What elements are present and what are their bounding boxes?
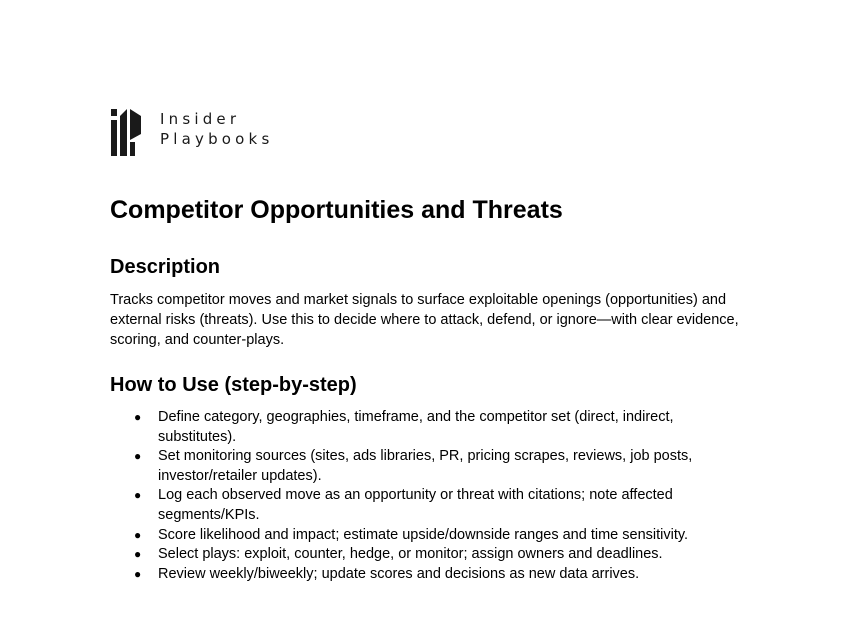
bullet-icon: ● [134, 547, 142, 562]
step-text: Define category, geographies, timeframe, and the competitor set (direct, indirect, substitutes). [158, 409, 674, 445]
page-title: Competitor Opportunities and Threats [110, 196, 563, 224]
bullet-icon: ● [134, 449, 142, 464]
bullet-icon: ● [134, 566, 142, 581]
step-text: Log each observed move as an opportunity or threat with citations; note affected segments/KPIs. [158, 487, 673, 523]
steps-list [110, 408, 750, 584]
list-item [110, 486, 718, 525]
brand-line-2: Playbooks [160, 130, 274, 148]
step-text: Set monitoring sources (sites, ads libraries, PR, pricing scrapes, reviews, job posts, investor/retailer updates). [158, 448, 693, 484]
list-item [110, 447, 718, 486]
description-heading: Description [110, 256, 221, 278]
step-text: Score likelihood and impact; estimate upside/downside ranges and time sensitivity. [158, 526, 689, 543]
list-item [110, 565, 718, 585]
bullet-icon: ● [134, 488, 142, 503]
brand-line-1: Insider [160, 110, 241, 128]
step-text: Review weekly/biweekly; update scores and decisions as new data arrives. [158, 565, 640, 582]
step-text: Select plays: exploit, counter, hedge, or monitor; assign owners and deadlines. [158, 546, 663, 563]
insider-playbooks-logo-icon [110, 106, 146, 158]
brand-name [160, 109, 273, 149]
list-item [110, 408, 718, 447]
bullet-icon: ● [134, 527, 142, 542]
how-to-use-heading: How to Use (step-by-step) [110, 374, 357, 396]
list-item [110, 545, 718, 565]
bullet-icon: ● [134, 410, 142, 424]
description-paragraph: Tracks competitor moves and market signals to surface exploitable openings (opportunities) and external risks (threats). Use this to decide where to attack, defend, or ignore—with clear evidence, scoring, and counter-plays. [110, 292, 739, 348]
list-item [110, 526, 718, 546]
